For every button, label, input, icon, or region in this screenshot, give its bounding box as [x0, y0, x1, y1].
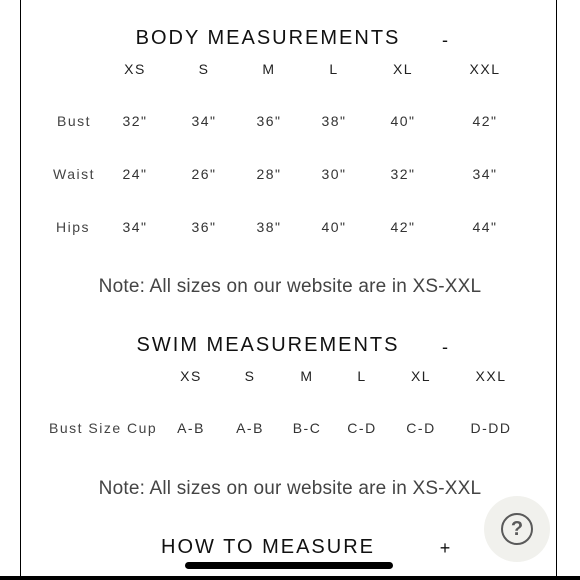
row-label-bust: Bust [57, 113, 92, 129]
swim-size-header-xs: XS [180, 368, 202, 384]
swim-size-header-l: L [357, 368, 367, 384]
swim-size-header-m: M [300, 368, 314, 384]
body-sizes-note: Note: All sizes on our website are in XS-XXL [98, 276, 482, 297]
hips-m-value: 38" [256, 219, 282, 235]
bust-m-value: 36" [256, 113, 282, 129]
body-size-header-s: S [198, 61, 210, 77]
cup-xxl-value: D-DD [470, 420, 512, 436]
cup-xs-value: A-B [177, 420, 205, 436]
hips-s-value: 36" [191, 219, 217, 235]
help-button[interactable] [484, 496, 550, 562]
hips-xxl-value: 44" [472, 219, 498, 235]
body-size-header-xl: XL [392, 61, 414, 77]
how-to-measure-expand-toggle[interactable]: + [439, 538, 451, 558]
body-measurements-collapse-toggle[interactable]: - [442, 30, 448, 50]
home-indicator[interactable] [185, 562, 393, 569]
swim-size-header-xxl: XXL [475, 368, 507, 384]
body-size-header-m: M [262, 61, 276, 77]
swim-measurements-collapse-toggle[interactable]: - [442, 337, 448, 357]
waist-xl-value: 32" [390, 166, 416, 182]
body-size-header-xs: XS [124, 61, 146, 77]
hips-xl-value: 42" [390, 219, 416, 235]
cup-m-value: B-C [292, 420, 322, 436]
hips-l-value: 40" [321, 219, 347, 235]
row-label-waist: Waist [53, 166, 95, 182]
question-icon: ? [501, 513, 533, 545]
waist-l-value: 30" [321, 166, 347, 182]
how-to-measure-title[interactable]: HOW TO MEASURE [161, 536, 375, 558]
swim-size-header-s: S [244, 368, 256, 384]
bust-l-value: 38" [321, 113, 347, 129]
row-label-hips: Hips [56, 219, 91, 235]
body-measurements-title[interactable]: BODY MEASUREMENTS [135, 27, 401, 49]
body-size-header-xxl: XXL [469, 61, 501, 77]
waist-xxl-value: 34" [472, 166, 498, 182]
waist-m-value: 28" [256, 166, 282, 182]
bust-xs-value: 32" [122, 113, 148, 129]
hips-xs-value: 34" [122, 219, 148, 235]
cup-s-value: A-B [236, 420, 264, 436]
bust-xxl-value: 42" [472, 113, 498, 129]
swim-size-header-xl: XL [410, 368, 432, 384]
swim-sizes-note: Note: All sizes on our website are in XS-XXL [98, 478, 482, 499]
cup-xl-value: C-D [406, 420, 436, 436]
body-size-header-l: L [329, 61, 339, 77]
waist-s-value: 26" [191, 166, 217, 182]
bust-xl-value: 40" [390, 113, 416, 129]
cup-l-value: C-D [347, 420, 377, 436]
waist-xs-value: 24" [122, 166, 148, 182]
swim-measurements-title[interactable]: SWIM MEASUREMENTS [136, 334, 400, 356]
row-label-bust-size-cup: Bust Size Cup [49, 420, 158, 436]
page-border-bottom [0, 576, 580, 580]
bust-s-value: 34" [191, 113, 217, 129]
